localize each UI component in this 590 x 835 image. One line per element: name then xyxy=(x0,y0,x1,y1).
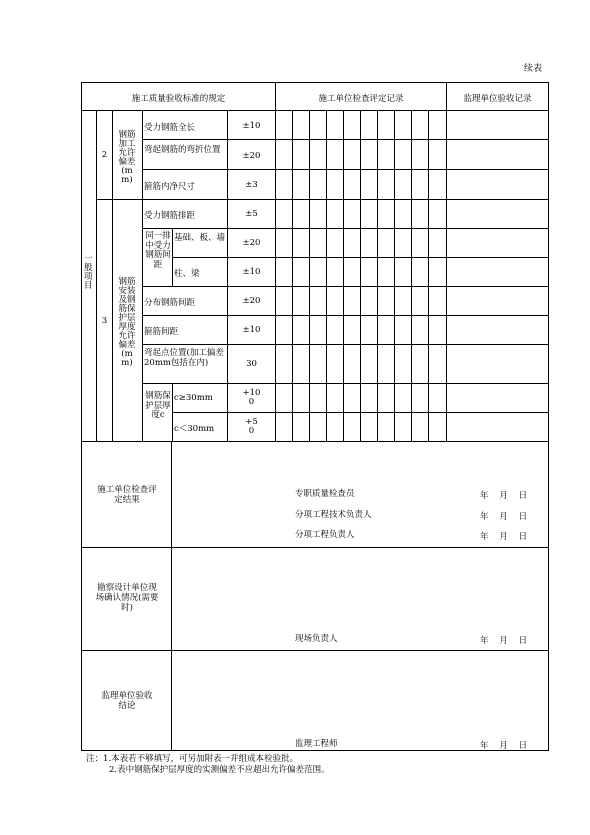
grid-column-line xyxy=(292,110,293,441)
item3-row7-sub: 钢筋保护层厚度c xyxy=(145,391,171,420)
item3-row6-value: 30 xyxy=(246,359,257,369)
continued-label: 续表 xyxy=(524,64,543,74)
item3-row5-value: ±10 xyxy=(242,325,261,335)
supervision-result-label: 监理单位验收结论 xyxy=(101,691,153,711)
grid-column-line xyxy=(377,110,378,441)
item3-row8-value-bottom: 0 xyxy=(248,426,255,436)
item3-row2-value: ±20 xyxy=(242,238,261,248)
grid-column-line xyxy=(343,110,344,441)
item3-row7-name: c≥30mm xyxy=(174,393,213,403)
item3-row1-name: 受力钢筋排距 xyxy=(144,211,196,221)
form-table xyxy=(81,82,549,751)
item2-row1-value: ±10 xyxy=(242,121,261,131)
item2-row3-name: 箍筋内净尺寸 xyxy=(144,182,196,192)
signer-project-lead: 分项工程负责人 xyxy=(295,530,355,540)
item2-row1-name: 受力钢筋全长 xyxy=(144,123,196,133)
item3-number: 3 xyxy=(101,316,108,326)
grid-column-line xyxy=(428,110,429,441)
general-items-label: 一般项目 xyxy=(84,254,93,291)
date-supervision: 年 月 日 xyxy=(480,741,528,751)
signer-site-lead: 现场负责人 xyxy=(295,634,338,644)
note-line-2: 2.表中钢筋保护层厚度的实测偏差不应超出允许偏差范围。 xyxy=(109,765,330,775)
item2-number: 2 xyxy=(101,150,108,160)
item3-row3-value: ±10 xyxy=(242,267,261,277)
standard-header: 施工质量验收标准的规定 xyxy=(131,94,226,104)
item3-row2-sub: 同一排中受力钢筋间距 xyxy=(145,231,171,270)
signer-quality-inspector: 专职质量检查员 xyxy=(295,489,355,499)
item3-row3-name: 柱、梁 xyxy=(174,269,200,279)
item3-row6-name: 弯起点位置(加工偏差20mm包括在内) xyxy=(144,348,224,368)
grid-column-line xyxy=(411,110,412,441)
item2-row2-value: ±20 xyxy=(242,151,261,161)
item3-row2-name: 基础、板、墙 xyxy=(174,233,226,243)
signer-supervisor: 监理工程师 xyxy=(295,739,338,749)
grid-column-line xyxy=(326,110,327,441)
item2-row2-name: 弯起钢筋的弯折位置 xyxy=(144,145,221,155)
item3-row4-value: ±20 xyxy=(242,296,261,306)
item2-row3-value: ±3 xyxy=(245,180,258,190)
grid-column-line xyxy=(309,110,310,441)
item3-row7-value-top: +10 xyxy=(242,388,261,398)
construction-record-header: 施工单位检查评定记录 xyxy=(318,94,404,104)
note-line-1: 注：1.本表若不够填写，可另加附表一并组成本检验批。 xyxy=(86,754,299,764)
item3-row1-value: ±5 xyxy=(245,209,258,219)
date-construction-1: 年 月 日 xyxy=(480,491,528,501)
grid-column-line xyxy=(360,110,361,441)
item3-row5-name: 箍筋间距 xyxy=(144,327,179,337)
item2-category: 钢筋加工允许偏差(mm) xyxy=(118,130,136,185)
grid-column-line xyxy=(394,110,395,441)
item3-row7-value-bottom: 0 xyxy=(248,397,255,407)
supervision-record-header: 监理单位验收记录 xyxy=(463,94,532,104)
date-construction-3: 年 月 日 xyxy=(480,532,528,542)
signer-tech-lead: 分项工程技术负责人 xyxy=(295,510,372,520)
item3-row4-name: 分布钢筋间距 xyxy=(144,298,196,308)
item3-category: 钢筋安装及钢筋保护层厚度允许偏差(mm) xyxy=(118,277,136,368)
date-survey: 年 月 日 xyxy=(480,636,528,646)
date-construction-2: 年 月 日 xyxy=(480,512,528,522)
item3-row8-value-top: +5 xyxy=(245,417,258,427)
item3-row8-name: c＜30mm xyxy=(174,424,215,434)
construction-result-label: 施工单位检查评定结果 xyxy=(97,485,157,505)
survey-result-label: 勘察设计单位现场确认情况(需要时) xyxy=(95,583,159,613)
